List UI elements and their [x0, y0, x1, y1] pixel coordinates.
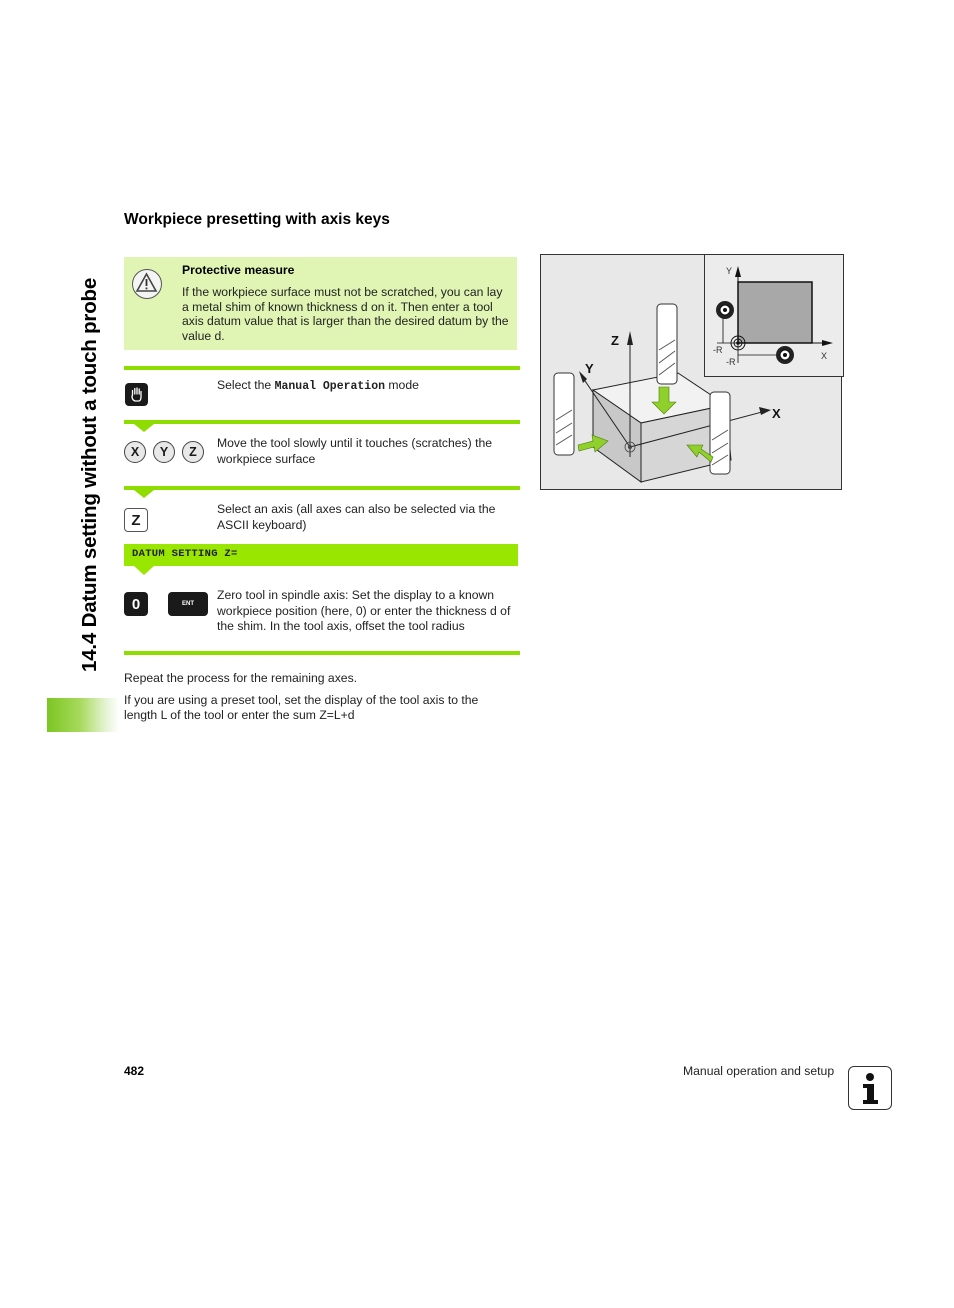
caution-text: If the workpiece surface must not be scratched, you can lay a metal shim of known thickness d on it. Then enter a tool axis datum value that is larger than the desired datum by the value d. [182, 285, 509, 343]
step-3-text: Select an axis (all axes can also be selected via the ASCII keyboard) [217, 502, 496, 532]
section-title: Workpiece presetting with axis keys [124, 211, 390, 228]
step-4-text: Zero tool in spindle axis: Set the display to a known workpiece position (here, 0) or enter the thickness d of the shim. In the tool axis, offset the tool radius [217, 588, 511, 633]
hand-icon [128, 386, 145, 403]
svg-text:-R: -R [726, 357, 736, 367]
caution-title: Protective measure [182, 263, 295, 277]
step-divider [124, 651, 520, 655]
warning-triangle-icon [132, 269, 162, 299]
axis-key-z[interactable]: Z [182, 441, 204, 463]
paragraph-repeat: Repeat the process for the remaining axes. [124, 671, 358, 685]
axis-select-key-z[interactable]: Z [124, 508, 148, 532]
svg-text:Z: Z [611, 333, 619, 348]
step-divider [124, 366, 520, 370]
manual-operation-mode-name: Manual Operation [274, 380, 386, 393]
inset-x-label: X [821, 351, 828, 361]
info-icon [848, 1066, 892, 1110]
step-2-text: Move the tool slowly until it touches (scratches) the workpiece surface [217, 436, 493, 466]
footer-chapter-title: Manual operation and setup [683, 1064, 835, 1078]
svg-text:Y: Y [585, 361, 594, 376]
datum-figure [540, 254, 842, 490]
ent-key[interactable]: ENT [168, 592, 208, 616]
step-arrow [134, 566, 154, 575]
caution-box [124, 257, 517, 350]
axis-key-x[interactable]: X [124, 441, 146, 463]
paragraph-preset-tool: If you are using a preset tool, set the display of the tool axis to the length L of the tool or enter the sum Z=L+d [124, 693, 479, 722]
step-divider [124, 420, 520, 424]
dialog-prompt-text: DATUM SETTING Z= [132, 548, 238, 560]
inset-y-label: Y [726, 266, 733, 276]
dialog-prompt [124, 544, 518, 566]
step-arrow [134, 490, 154, 498]
step-arrow [134, 424, 154, 432]
chapter-tab-title: 14.4 Datum setting without a touch probe [78, 277, 101, 672]
svg-text:-R: -R [713, 345, 723, 355]
inset-top-view [704, 254, 844, 377]
numeric-key-0[interactable]: 0 [124, 592, 148, 616]
svg-text:X: X [772, 406, 781, 421]
step-divider [124, 486, 520, 490]
top-view-illustration [705, 255, 843, 376]
chapter-tab-bar [47, 698, 119, 732]
axis-key-y[interactable]: Y [153, 441, 175, 463]
page-number: 482 [124, 1064, 145, 1078]
step-1-text: Select the Manual Operation mode [217, 378, 419, 393]
manual-operation-key[interactable] [125, 383, 148, 406]
